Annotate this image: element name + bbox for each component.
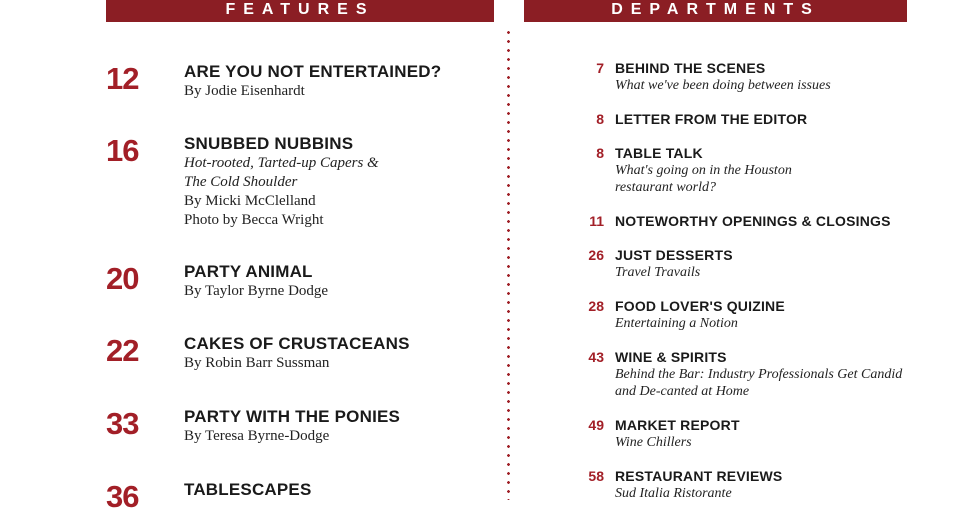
departments-header-bar bbox=[524, 0, 907, 22]
department-page-number: 8 bbox=[596, 145, 604, 161]
feature-page-number: 33 bbox=[106, 406, 139, 441]
department-page-number: 58 bbox=[588, 468, 604, 484]
departments-heading: DEPARTMENTS bbox=[611, 1, 820, 18]
feature-title: ARE YOU NOT ENTERTAINED? bbox=[184, 62, 442, 81]
feature-page-number: 36 bbox=[106, 479, 139, 514]
department-title: WINE & SPIRITS bbox=[615, 349, 727, 365]
department-subtitle: Behind the Bar: Industry Professionals Get Candid and De-canted at Home bbox=[615, 367, 903, 399]
feature-credit: By Micki McClelland bbox=[184, 193, 316, 209]
feature-page-number: 20 bbox=[106, 261, 139, 296]
department-page-number: 11 bbox=[589, 213, 604, 229]
department-title: RESTAURANT REVIEWS bbox=[615, 468, 783, 484]
department-title: JUST DESSERTS bbox=[615, 247, 733, 263]
features-header-bar bbox=[106, 0, 494, 22]
department-subtitle: Travel Travails bbox=[615, 265, 701, 280]
department-title: TABLE TALK bbox=[615, 145, 703, 161]
department-page-number: 26 bbox=[588, 247, 604, 263]
feature-credit: By Teresa Byrne-Dodge bbox=[184, 428, 330, 444]
department-page-number: 8 bbox=[596, 111, 604, 127]
feature-title: SNUBBED NUBBINS bbox=[184, 134, 354, 153]
department-title: NOTEWORTHY OPENINGS & CLOSINGS bbox=[615, 213, 891, 229]
department-page-number: 28 bbox=[588, 298, 604, 314]
feature-credit: By Taylor Byrne Dodge bbox=[184, 283, 329, 299]
department-subtitle: Sud Italia Ristorante bbox=[615, 486, 732, 501]
department-subtitle: What's going on in the Houston restaurant world? bbox=[615, 163, 792, 195]
feature-title: TABLESCAPES bbox=[184, 480, 312, 499]
feature-page-number: 16 bbox=[106, 133, 139, 168]
department-title: BEHIND THE SCENES bbox=[615, 60, 766, 76]
feature-photo-credit: Photo by Becca Wright bbox=[184, 212, 324, 228]
dotted-column-divider bbox=[507, 28, 510, 500]
feature-page-number: 22 bbox=[106, 333, 139, 368]
feature-title: CAKES OF CRUSTACEANS bbox=[184, 334, 410, 353]
department-title: MARKET REPORT bbox=[615, 417, 740, 433]
feature-subtitle: Hot-rooted, Tarted-up Capers & The Cold Shoulder bbox=[184, 155, 379, 190]
features-heading: FEATURES bbox=[225, 1, 375, 18]
department-page-number: 43 bbox=[588, 349, 604, 365]
feature-title: PARTY WITH THE PONIES bbox=[184, 407, 401, 426]
department-subtitle: Wine Chillers bbox=[615, 435, 692, 450]
department-page-number: 49 bbox=[588, 417, 604, 433]
department-title: FOOD LOVER'S QUIZINE bbox=[615, 298, 785, 314]
feature-page-number: 12 bbox=[106, 61, 139, 96]
department-page-number: 7 bbox=[596, 60, 604, 76]
department-subtitle: What we've been doing between issues bbox=[615, 78, 831, 93]
department-subtitle: Entertaining a Notion bbox=[615, 316, 738, 331]
feature-credit: By Jodie Eisenhardt bbox=[184, 83, 305, 99]
department-title: LETTER FROM THE EDITOR bbox=[615, 111, 808, 127]
feature-title: PARTY ANIMAL bbox=[184, 262, 313, 281]
feature-credit: By Robin Barr Sussman bbox=[184, 355, 330, 371]
